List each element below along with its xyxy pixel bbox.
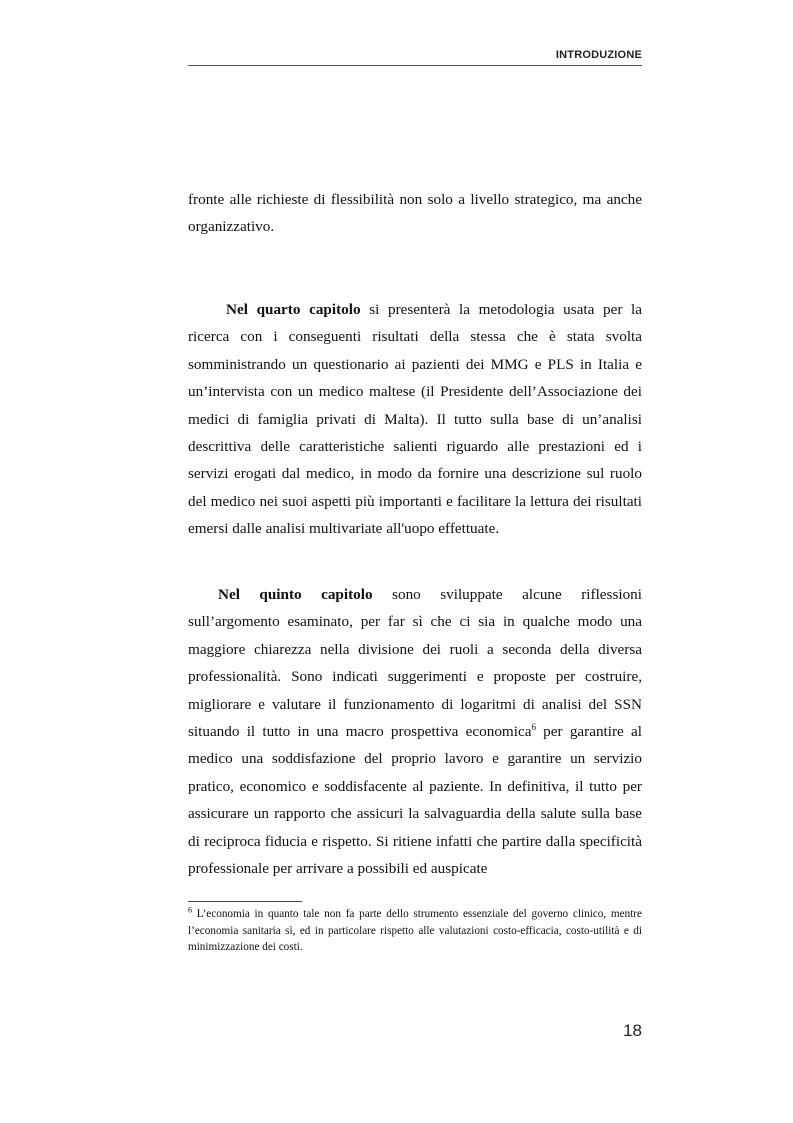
chapter-four-text: si presenterà la metodologia usata per la ricerca con i conseguenti risultati della stessa che è stata svolta somministrando un questionario ai pazienti dei MMG e PLS in Italia e un’intervista con un medico maltese (il Presidente dell’Associazione dei medici di famiglia privati di Malta). Il tutto sulla base di un’analisi descrittiva delle caratteristiche salienti riguardo alle prestazioni ed i servizi erogati dal medico, in modo da fornire una descrizione sul ruolo del medico nei suoi aspetti più importanti e facilitare la lettura dei risultati emersi dalle analisi multivariate all'uopo effettuate. <box>188 301 643 538</box>
paragraph-chapter-four <box>188 296 642 543</box>
header-rule <box>188 65 642 66</box>
paragraph-chapter-five <box>188 581 642 882</box>
chapter-four-lead: Nel quarto capitolo <box>226 301 361 318</box>
chapter-five-text-a: sono sviluppate alcune riflessioni sull’argomento esaminato, per far sì che ci sia in qualche modo una maggiore chiarezza nella divisione dei ruoli a seconda della diversa professionalità. Sono indicati suggerimenti e proposte per costruire, migliorare e valutare il funzionamento di logaritmi di analisi del SSN situando il tutto in una macro prospettiva economica <box>188 586 642 741</box>
footnote-reference: 6 <box>531 721 536 732</box>
footnote-rule <box>188 901 302 902</box>
page-number: 18 <box>623 1021 642 1040</box>
chapter-five-text-b: per garantire al medico una soddisfazione del proprio lavoro e garantire un servizio pratico, economico e soddisfacente al paziente. In definitiva, il tutto per assicurare un rapporto che assicuri la salvaguardia della salute sulla base di reciproca fiducia e rispetto. Si ritiene infatti che partire dalla specificità professionale per arrivare a possibili ed auspicate <box>188 723 642 878</box>
paragraph-continuation <box>188 186 642 241</box>
running-header-title: INTRODUZIONE <box>555 49 642 61</box>
footnote-text: L’economia in quanto tale non fa parte dello strumento essenziale del governo clinico, mentre l’economia sanitaria sì, ed in particolare rispetto alle valutazioni costo-efficacia, costo-utilità e di minimizzazione dei costi. <box>188 908 642 953</box>
chapter-five-lead: Nel quinto capitolo <box>218 586 373 603</box>
footnote-number: 6 <box>188 905 192 915</box>
paragraph-text: fronte alle richieste di flessibilità non solo a livello strategico, ma anche organizzativo. <box>188 191 642 236</box>
footnote <box>188 906 642 956</box>
